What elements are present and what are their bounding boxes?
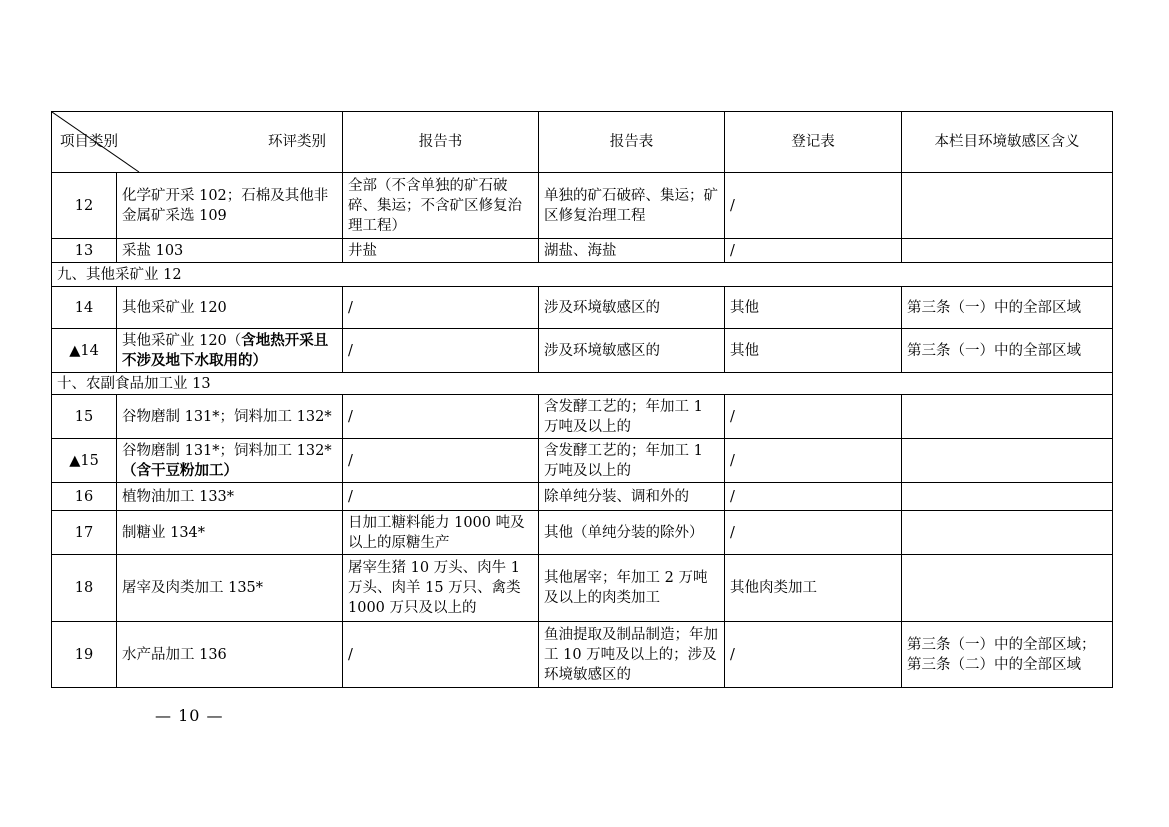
table-row xyxy=(52,439,1113,483)
classification-table xyxy=(51,111,1113,688)
report-form-cell: 湖盐、海盐 xyxy=(539,239,725,263)
table-row xyxy=(52,329,1113,373)
sensitive-area-cell xyxy=(902,439,1113,483)
col-header-registration: 登记表 xyxy=(725,112,902,173)
table-row xyxy=(52,511,1113,555)
section-row xyxy=(52,373,1113,395)
table-header-row xyxy=(52,112,1113,173)
sensitive-area-cell: 第三条（一）中的全部区域；第三条（二）中的全部区域 xyxy=(902,622,1113,688)
row-number: 19 xyxy=(52,622,117,688)
row-number: 18 xyxy=(52,555,117,622)
eia-category-label: 环评类别 xyxy=(268,134,326,150)
sensitive-area-cell xyxy=(902,239,1113,263)
table-row xyxy=(52,287,1113,329)
project-name-text: 其他采矿业 120（ xyxy=(122,332,242,349)
col-header-report-book: 报告书 xyxy=(343,112,539,173)
project-name: 谷物磨制 131*；饲料加工 132* xyxy=(117,395,343,439)
section-title: 十、农副食品加工业 13 xyxy=(52,373,1113,395)
sensitive-area-cell xyxy=(902,395,1113,439)
sensitive-area-cell: 第三条（一）中的全部区域 xyxy=(902,287,1113,329)
page-number: — 10 — xyxy=(155,706,224,725)
row-number: 13 xyxy=(52,239,117,263)
project-name: 其他采矿业 120 xyxy=(117,287,343,329)
table-row xyxy=(52,173,1113,239)
project-name xyxy=(117,439,343,483)
sensitive-area-cell: 第三条（一）中的全部区域 xyxy=(902,329,1113,373)
row-number: 17 xyxy=(52,511,117,555)
row-number: ▲15 xyxy=(52,439,117,483)
table-row xyxy=(52,622,1113,688)
sensitive-area-cell xyxy=(902,173,1113,239)
project-name: 采盐 103 xyxy=(117,239,343,263)
row-number: 12 xyxy=(52,173,117,239)
report-book-cell: 全部（不含单独的矿石破碎、集运；不含矿区修复治理工程） xyxy=(343,173,539,239)
project-name: 水产品加工 136 xyxy=(117,622,343,688)
report-book-cell: 屠宰生猪 10 万头、肉牛 1 万头、肉羊 15 万只、禽类 1000 万只及以上的 xyxy=(343,555,539,622)
report-book-cell: 日加工糖料能力 1000 吨及以上的原糖生产 xyxy=(343,511,539,555)
registration-cell: / xyxy=(725,239,902,263)
project-name-text: 谷物磨制 131*；饲料加工 132* xyxy=(122,442,332,459)
registration-cell: 其他肉类加工 xyxy=(725,555,902,622)
col-header-report-form: 报告表 xyxy=(539,112,725,173)
registration-cell: / xyxy=(725,439,902,483)
report-form-cell: 含发酵工艺的；年加工 1 万吨及以上的 xyxy=(539,439,725,483)
table-row xyxy=(52,395,1113,439)
project-name: 屠宰及肉类加工 135* xyxy=(117,555,343,622)
project-name-bold: （含干豆粉加工） xyxy=(122,461,238,479)
row-number: ▲14 xyxy=(52,329,117,373)
report-form-cell: 其他屠宰；年加工 2 万吨及以上的肉类加工 xyxy=(539,555,725,622)
report-form-cell: 涉及环境敏感区的 xyxy=(539,329,725,373)
section-title: 九、其他采矿业 12 xyxy=(52,263,1113,287)
report-form-cell: 其他（单纯分装的除外） xyxy=(539,511,725,555)
row-number: 14 xyxy=(52,287,117,329)
project-category-label: 项目类别 xyxy=(60,134,118,150)
project-name: 制糖业 134* xyxy=(117,511,343,555)
report-form-cell: 单独的矿石破碎、集运；矿区修复治理工程 xyxy=(539,173,725,239)
report-book-cell: / xyxy=(343,622,539,688)
registration-cell: / xyxy=(725,395,902,439)
report-book-cell: / xyxy=(343,287,539,329)
registration-cell: / xyxy=(725,622,902,688)
registration-cell: 其他 xyxy=(725,287,902,329)
report-book-cell: 井盐 xyxy=(343,239,539,263)
project-name-bold: 含地热开采且不涉及地下水取用的） xyxy=(122,331,329,369)
registration-cell: 其他 xyxy=(725,329,902,373)
row-number: 15 xyxy=(52,395,117,439)
report-book-cell: / xyxy=(343,439,539,483)
registration-cell: / xyxy=(725,511,902,555)
report-book-cell: / xyxy=(343,329,539,373)
col-header-sensitive-area: 本栏目环境敏感区含义 xyxy=(902,112,1113,173)
report-form-cell: 鱼油提取及制品制造；年加工 10 万吨及以上的；涉及环境敏感区的 xyxy=(539,622,725,688)
sensitive-area-cell xyxy=(902,483,1113,511)
sensitive-area-cell xyxy=(902,555,1113,622)
sensitive-area-cell xyxy=(902,511,1113,555)
table-row xyxy=(52,483,1113,511)
report-form-cell: 除单纯分装、调和外的 xyxy=(539,483,725,511)
row-number: 16 xyxy=(52,483,117,511)
table-row xyxy=(52,239,1113,263)
table-row xyxy=(52,555,1113,622)
project-name: 植物油加工 133* xyxy=(117,483,343,511)
diagonal-header-cell xyxy=(52,112,343,173)
section-row xyxy=(52,263,1113,287)
report-form-cell: 含发酵工艺的；年加工 1 万吨及以上的 xyxy=(539,395,725,439)
report-book-cell: / xyxy=(343,483,539,511)
registration-cell: / xyxy=(725,483,902,511)
report-book-cell: / xyxy=(343,395,539,439)
registration-cell: / xyxy=(725,173,902,239)
report-form-cell: 涉及环境敏感区的 xyxy=(539,287,725,329)
project-name xyxy=(117,329,343,373)
project-name: 化学矿开采 102；石棉及其他非金属矿采选 109 xyxy=(117,173,343,239)
